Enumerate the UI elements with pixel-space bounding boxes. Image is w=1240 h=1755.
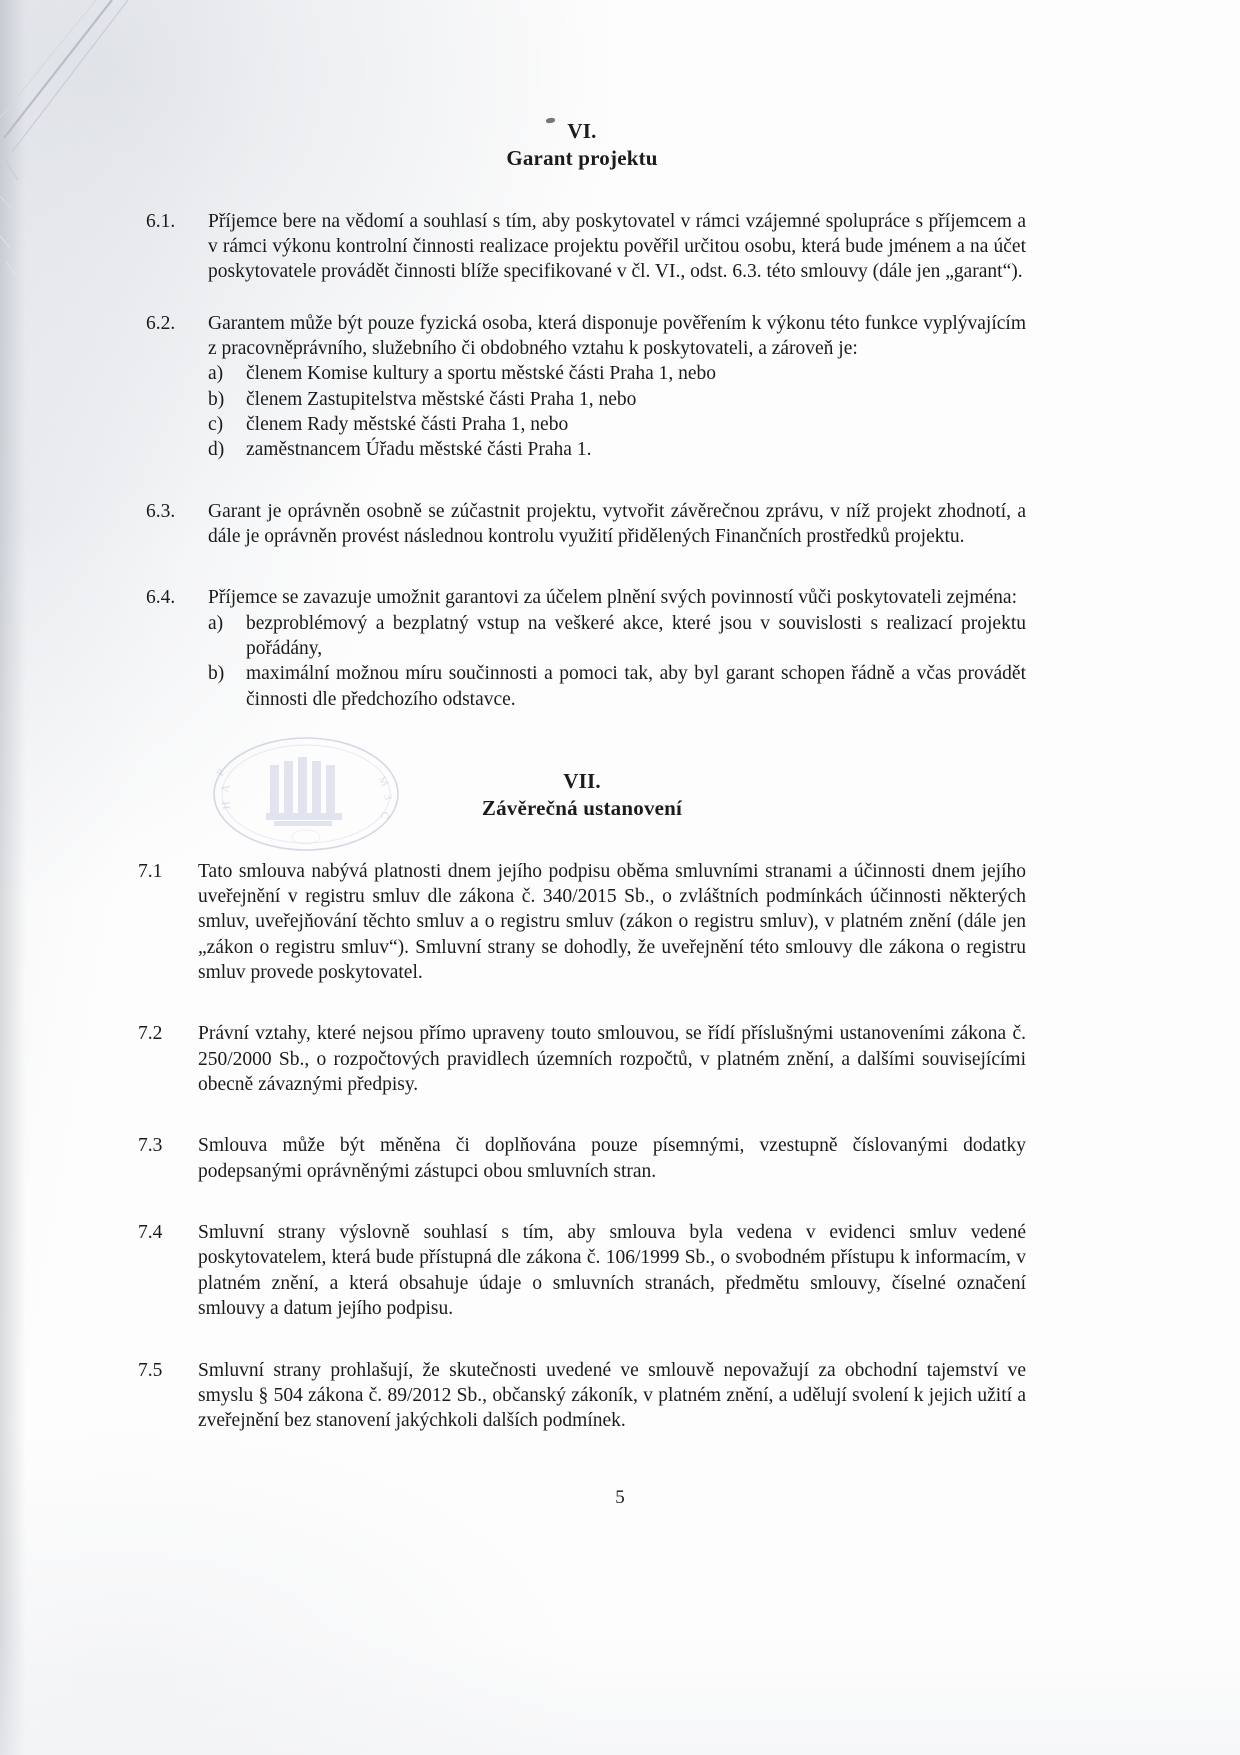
clause-7-5 <box>138 1358 1026 1434</box>
clause-6-4-text: Příjemce se zavazuje umožnit garantovi za účelem plnění svých povinností vůči poskytovateli zejména: <box>208 587 1017 609</box>
clause-6-4-body <box>208 585 1026 712</box>
list-item <box>208 361 1026 386</box>
article-vi-roman: VI. <box>567 119 597 143</box>
clause-6-2-number: 6.2. <box>146 312 176 334</box>
clause-6-4-number: 6.4. <box>146 587 176 609</box>
clause-7-3 <box>138 1133 1026 1184</box>
svg-text:A: A <box>219 783 233 794</box>
clause-7-4-number: 7.4 <box>138 1222 163 1244</box>
list-item-label: b) <box>208 663 225 685</box>
svg-text:Č: Č <box>377 810 391 820</box>
list-item-text: zaměstnancem Úřadu městské části Praha 1. <box>246 439 592 461</box>
list-item <box>208 387 1026 412</box>
article-vi-heading <box>138 118 1026 173</box>
article-vi-title: Garant projektu <box>506 146 658 171</box>
clause-6-3-text: Garant je oprávněn osobně se zúčastnit projektu, vytvořit závěrečnou zprávu, v níž projekt zhodnotí, a dále je oprávněn provést následnou kontrolu využití přidělených Finančních prostředků projektu. <box>208 500 1026 548</box>
clause-7-5-text: Smluvní strany prohlašují, že skutečnosti uvedené ve smlouvě nepovažují za obchodní tajemství ve smyslu § 504 zákona č. 89/2012 Sb., občanský zákoník, v platném znění, a udělují svolení k jejich užití a zveřejnění bez stanovení jakýchkoli dalších podmínek. <box>198 1359 1026 1432</box>
clause-7-1 <box>138 859 1026 986</box>
list-item-label: c) <box>208 414 224 435</box>
list-item-text: maximální možnou míru součinnosti a pomoci tak, aby byl garant schopen řádně a včas provádět činnosti dle předchozího odstavce. <box>246 663 1026 710</box>
list-item <box>208 437 1026 462</box>
clause-7-1-number: 7.1 <box>138 860 163 882</box>
svg-text:M: M <box>375 774 391 789</box>
clause-7-2-number: 7.2 <box>138 1023 163 1045</box>
clause-7-3-number: 7.3 <box>138 1135 163 1157</box>
clause-6-3 <box>138 499 1026 550</box>
clause-7-3-text: Smlouva může být měněna či doplňována pouze písemnými, vzestupně číslovanými dodatky podepsanými oprávněnými zástupci obou smluvních stran. <box>198 1135 1026 1182</box>
list-item-label: b) <box>208 388 225 410</box>
list-item-text: bezproblémový a bezplatný vstup na veškeré akce, které jsou v souvislosti s realizací projektu pořádány, <box>246 612 1026 660</box>
list-item-label: a) <box>208 612 224 634</box>
clause-6-1-text: Příjemce bere na vědomí a souhlasí s tím, aby poskytovatel v rámci vzájemné spolupráce s příjemcem a v rámci výkonu kontrolní činnosti realizace projektu pověřil určitou osobu, která bude jménem a na účet poskytovatele provádět činnosti blíže specifikované v čl. VI., odst. 6.3. této smlouvy (dále jen „garant“). <box>208 210 1026 283</box>
clause-6-2-list <box>208 361 1026 462</box>
list-item <box>208 611 1026 662</box>
list-item-label: d) <box>208 439 225 461</box>
clause-6-2-text: Garantem může být pouze fyzická osoba, která disponuje pověřením k výkonu této funkce vyplývajícím z pracovněprávního, služebního či obdobného vztahu k poskytovateli, a zároveň je: <box>208 312 1026 359</box>
article-vii-roman: VII. <box>563 769 601 794</box>
svg-text:P: P <box>214 767 228 779</box>
document-body <box>138 0 1026 1434</box>
clause-6-4-list <box>208 611 1026 712</box>
clause-7-4-text: Smluvní strany výslovně souhlasí s tím, aby smlouva byla vedena v evidenci smluv vedené poskytovatelem, která bude přístupná dle zákona č. 106/1999 Sb., o svobodném přístupu k informacím, v platném znění, a která obsahuje údaje o smluvních stranách, předmětu smlouvy, číselné označení smlouvy a datum jejího podpisu. <box>198 1222 1026 1320</box>
list-item-text: členem Rady městské části Praha 1, nebo <box>246 414 569 435</box>
clause-7-2 <box>138 1021 1026 1097</box>
clause-7-5-number: 7.5 <box>138 1359 163 1381</box>
clause-6-2 <box>138 311 1026 463</box>
clause-7-2-text: Právní vztahy, které nejsou přímo upraveny touto smlouvou, se řídí příslušnými ustanoveními zákona č. 250/2000 Sb., o rozpočtových pravidlech územních rozpočtů, v platném znění, a dalšími souvisejícími obecně závaznými předpisy. <box>198 1023 1026 1096</box>
list-item-text: členem Zastupitelstva městské části Praha 1, nebo <box>246 388 637 410</box>
clause-6-2-body <box>208 311 1026 463</box>
list-item <box>208 661 1026 712</box>
clause-6-4 <box>138 585 1026 712</box>
scan-bottom-shadow <box>0 1635 1240 1755</box>
clause-7-4 <box>138 1220 1026 1321</box>
clause-6-1 <box>138 209 1026 285</box>
list-item-label: a) <box>208 363 224 385</box>
list-item <box>208 412 1026 437</box>
article-vii-heading <box>138 768 1026 823</box>
article-vii-title: Závěrečná ustanovení <box>481 796 683 821</box>
page-number: 5 <box>615 1487 625 1508</box>
clause-7-1-text: Tato smlouva nabývá platnosti dnem jejího podpisu oběma smluvními stranami a účinnosti dnem jejího uveřejnění v registru smluv dle zákona č. 340/2015 Sb., o zvláštních podmínkách účinnosti některých smluv, uveřejňování těchto smluv a o registru smluv (zákon o registru smluv), v platném znění (dále jen „zákon o registru smluv“). Smluvní strany se dohodly, že uveřejnění této smlouvy dle zákona o registru smluv provede poskytovatel. <box>198 860 1026 984</box>
list-item-text: členem Komise kultury a sportu městské části Praha 1, nebo <box>246 363 717 385</box>
svg-text:H: H <box>220 800 233 810</box>
svg-text:3: 3 <box>381 793 394 801</box>
clause-6-3-number: 6.3. <box>146 500 176 522</box>
clause-6-1-number: 6.1. <box>146 210 176 232</box>
